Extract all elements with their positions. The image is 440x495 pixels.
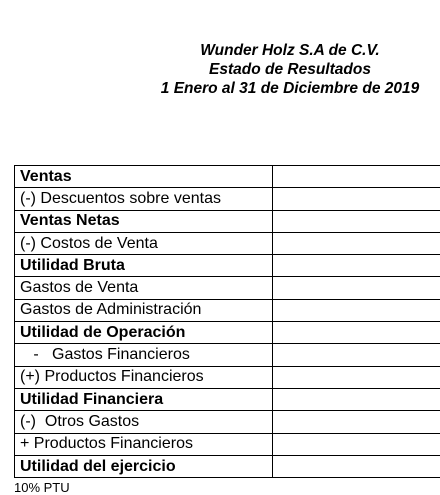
row-value	[272, 166, 440, 188]
row-label: (-) Otros Gastos	[15, 411, 273, 433]
row-value	[272, 411, 440, 433]
table-row	[15, 433, 440, 455]
row-value	[272, 232, 440, 254]
row-value	[272, 322, 440, 344]
row-value	[272, 455, 440, 477]
row-value	[272, 433, 440, 455]
table-row	[15, 277, 440, 299]
table-row	[15, 322, 440, 344]
row-label: Utilidad de Operación	[15, 322, 273, 344]
row-value	[272, 210, 440, 232]
statement-title: Estado de Resultados	[100, 60, 440, 79]
table-row	[15, 299, 440, 321]
row-value	[272, 344, 440, 366]
row-value	[272, 188, 440, 210]
row-label: Utilidad Financiera	[15, 388, 273, 410]
row-label: Ventas Netas	[15, 210, 273, 232]
table-row	[15, 344, 440, 366]
table-row	[15, 255, 440, 277]
footnote: 10% PTU	[14, 481, 70, 495]
statement-header	[100, 41, 440, 98]
company-name: Wunder Holz S.A de C.V.	[100, 41, 440, 60]
row-value	[272, 388, 440, 410]
table-row	[15, 210, 440, 232]
income-statement-table	[14, 165, 440, 478]
row-label: Utilidad Bruta	[15, 255, 273, 277]
row-label: Ventas	[15, 166, 273, 188]
table-row	[15, 366, 440, 388]
row-label: Utilidad del ejercicio	[15, 455, 273, 477]
row-value	[272, 255, 440, 277]
table-row	[15, 411, 440, 433]
row-value	[272, 299, 440, 321]
table-row	[15, 166, 440, 188]
row-label: + Productos Financieros	[15, 433, 273, 455]
row-label: (-) Descuentos sobre ventas	[15, 188, 273, 210]
row-value	[272, 366, 440, 388]
row-label: - Gastos Financieros	[15, 344, 273, 366]
table-row	[15, 232, 440, 254]
row-label: Gastos de Administración	[15, 299, 273, 321]
row-label: Gastos de Venta	[15, 277, 273, 299]
table-row	[15, 388, 440, 410]
row-value	[272, 277, 440, 299]
table-row	[15, 188, 440, 210]
row-label: (+) Productos Financieros	[15, 366, 273, 388]
table-row	[15, 455, 440, 477]
statement-period: 1 Enero al 31 de Diciembre de 2019	[100, 79, 440, 98]
row-label: (-) Costos de Venta	[15, 232, 273, 254]
